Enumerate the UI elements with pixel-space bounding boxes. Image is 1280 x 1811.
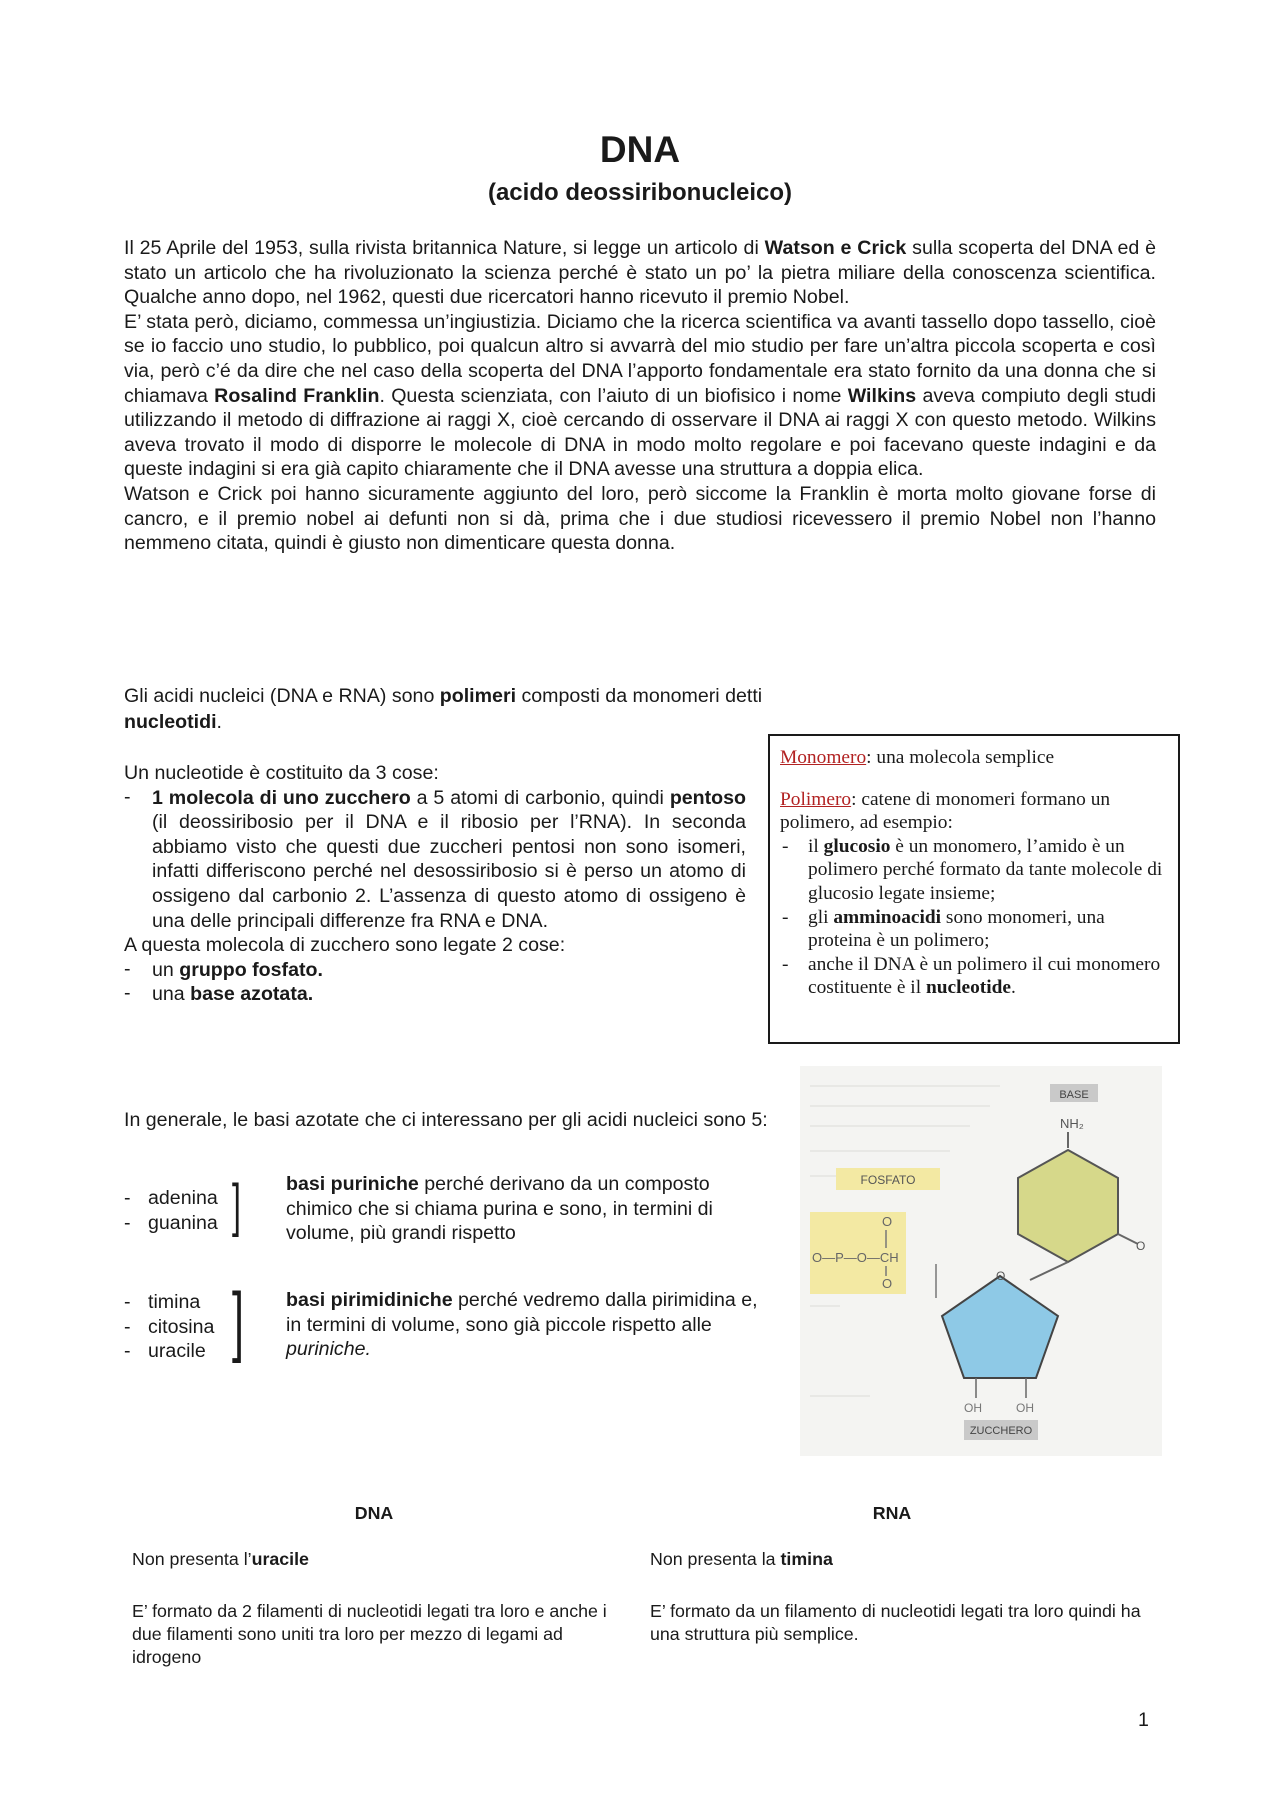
list-item: - gli amminoacidi sono monomeri, una proteina è un polimero; (780, 906, 1168, 953)
intro-paragraph-1: Il 25 Aprile del 1953, sulla rivista britannica Nature, si legge un articolo di Watson e Crick sulla scoperta del DNA ed è stato un articolo che ha rivoluzionato la scienza perché è stato un po’ la pietra miliare della conoscenza scientifica. Qualche anno dopo, nel 1962, questi due ricercatori hanno ricevuto il premio Nobel. (124, 237, 1156, 309)
dna-column-header: DNA (354, 1503, 394, 1523)
page-title: DNA (599, 129, 681, 170)
pyrimidine-description: basi pirimidiniche perché vedremo dalla pirimidina e, in termini di volume, sono già piccole rispetto alle puriniche. (286, 1289, 758, 1361)
intro-paragraph-2: E’ stata però, diciamo, commessa un’ingiustizia. Diciamo che la ricerca scientifica va avanti tassello dopo tassello, cioè se io faccio uno studio, lo pubblico, poi qualcun altro si avvarrà del mio studio per fare un’altra piccola scoperta e così via, però c’é da dire che nel caso della scoperta del DNA l’apporto fondamentale era stato fornito da una donna che si chiamava Rosalind Franklin. Questa scienziata, con l’aiuto di un biofisico i nome Wilkins aveva compiuto degli studi utilizzando il metodo di diffrazione ai raggi X, cioè cercando di osservare il DNA ai raggi X con questo metodo. Wilkins aveva trovato il modo di disporre le molecole di DNA in modo molto regolare e poi facevano queste indagini e da queste indagini si era già capito chiaramente che il DNA avesse una struttura a doppia elica. (124, 310, 1156, 481)
dna-row-1: Non presenta l’uracile (132, 1549, 309, 1569)
list-item: - uracile (124, 1339, 214, 1364)
list-item: - adenina (124, 1186, 218, 1211)
nucleotide-intro: Un nucleotide è costituito da 3 cose: (124, 762, 439, 784)
svg-text:O: O (882, 1214, 893, 1229)
sugar-label-text: ZUCCHERO (969, 1425, 1033, 1437)
list-item: - una base azotata. (124, 982, 746, 1007)
list-item: - il glucosio è un monomero, l’amido è un polimero perché formato da tante molecole di glucosio legate insieme; (780, 835, 1168, 906)
oh-label-1: OH (964, 1401, 982, 1415)
monomer-term: Monomero (780, 747, 867, 768)
nucleotide-section (124, 761, 746, 1007)
list-item: - un gruppo fosfato. (124, 958, 746, 983)
intro-text (124, 236, 1156, 556)
page-number: 1 (1138, 1709, 1149, 1731)
list-item: - guanina (124, 1211, 218, 1236)
nucleic-acids-lead: Gli acidi nucleici (DNA e RNA) sono polimeri composti da monomeri detti nucleotidi. (124, 685, 763, 733)
pyrimidine-list (124, 1290, 214, 1364)
list-item: - timina (124, 1290, 214, 1315)
phosphate-label-text: FOSFATO (860, 1173, 916, 1187)
rna-row-1: Non presenta la timina (650, 1549, 833, 1569)
oh-label-2: OH (1016, 1401, 1034, 1415)
nh2-label: NH₂ (1060, 1116, 1084, 1131)
dna-row-2: E’ formato da 2 filamenti di nucleotidi legati tra loro e anche i due filamenti sono uniti tra loro per mezzo di legami ad idrogeno (132, 1601, 607, 1667)
rna-column-header: RNA (872, 1503, 912, 1523)
list-item: - citosina (124, 1315, 214, 1340)
nucleotide-figure (800, 1066, 1162, 1456)
svg-text:O: O (996, 1269, 1006, 1283)
monomer-definition: Monomero: una molecola semplice (780, 747, 1055, 768)
intro-paragraph-3: Watson e Crick poi hanno sicuramente aggiunto del loro, però siccome la Franklin è morta molto giovane forse di cancro, e il premio nobel ai defunti non si dà, prima che i due studiosi ricevessero il premio Nobel non l’hanno nemmeno citata, quindi è giusto non dimenticare questa donna. (124, 482, 1156, 555)
pyrimidine-bracket: ] (232, 1276, 244, 1364)
polymer-examples (780, 835, 1168, 1000)
purine-list (124, 1186, 218, 1235)
bases-intro: In generale, le basi azotate che ci interessano per gli acidi nucleici sono 5: (124, 1109, 768, 1131)
sugar-linked-list (124, 958, 746, 1007)
rna-row-2: E’ formato da un filamento di nucleotidi legati tra loro quindi ha una struttura più semplice. (650, 1601, 1141, 1644)
list-item: - 1 molecola di uno zucchero a 5 atomi di carbonio, quindi pentoso (il deossiribosio per il DNA e il ribosio per l’RNA). In seconda abbiamo visto che questi due zuccheri pentosi non sono isomeri, infatti differiscono perché nel desossiribosio si è perso un atomo di ossigeno dal carbonio 2. L’assenza di questo atomo di ossigeno è una delle principali differenze fra RNA e DNA. (124, 786, 746, 934)
purine-bracket: ] (232, 1173, 241, 1238)
list-item: - anche il DNA è un polimero il cui monomero costituente è il nucleotide. (780, 953, 1168, 1000)
page-subtitle: (acido deossiribonucleico) (487, 179, 793, 206)
svg-text:O: O (1136, 1239, 1146, 1253)
sugar-linked-text: A questa molecola di zucchero sono legate 2 cose: (124, 934, 566, 957)
purine-description: basi puriniche perché derivano da un composto chimico che si chiama purina e sono, in termini di volume, più grandi rispetto (286, 1173, 713, 1245)
base-label-text: BASE (1059, 1089, 1089, 1101)
polymer-term: Polimero (780, 788, 852, 810)
polymer-definition: Polimero: catene di monomeri formano un polimero, ad esempio: (780, 788, 1111, 834)
definitions-box (768, 734, 1180, 1044)
nucleotide-list (124, 786, 746, 934)
svg-text:O: O (882, 1276, 893, 1291)
svg-text:O—P—O—CH: O—P—O—CH (812, 1250, 899, 1265)
